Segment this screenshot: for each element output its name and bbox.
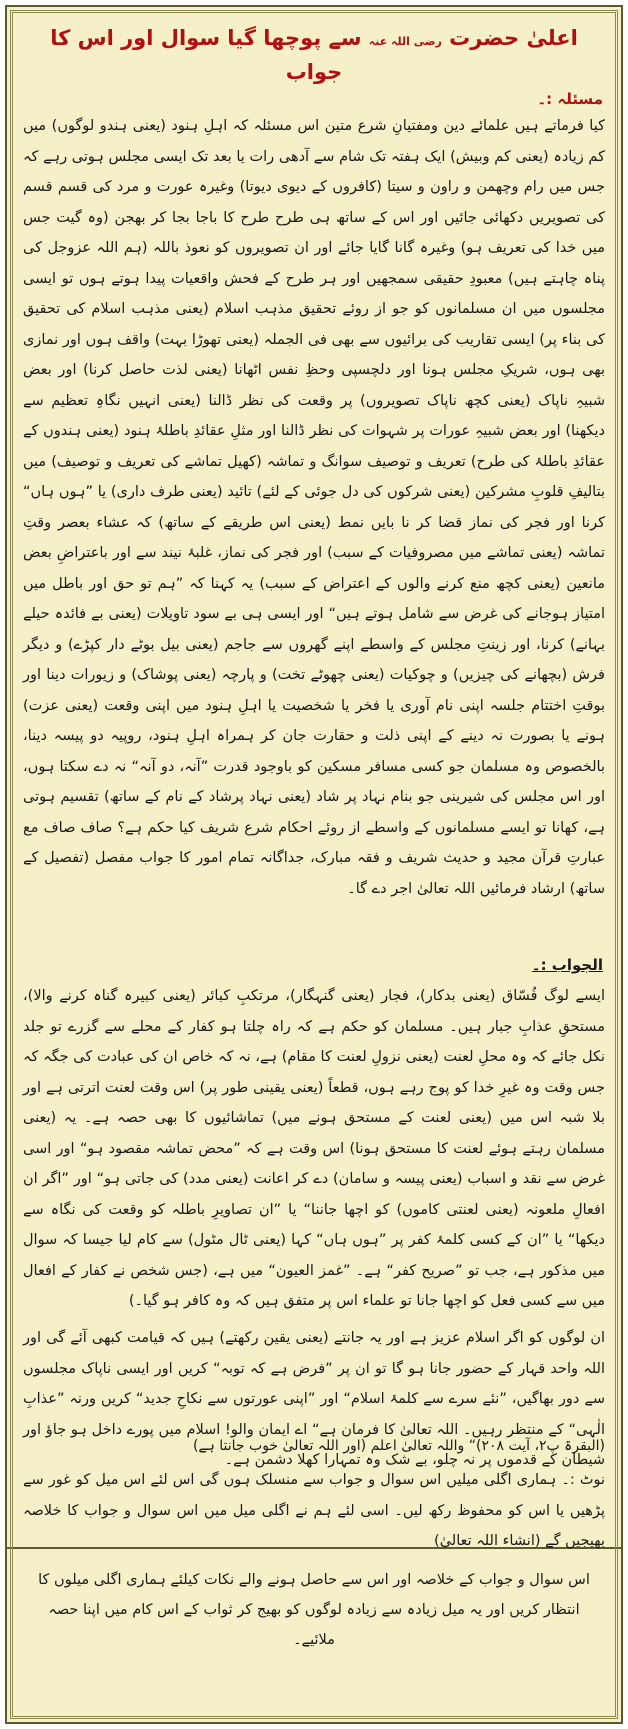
- answer-paragraph-2: ان لوگوں کو اگر اسلام عزیز ہے اور یہ جانتے (یعنی یقین رکھتے) ہیں کہ قیامت کبھی آئے گی اور اللہ واحد قہار کے حضور جانا ہو گا تو ان پر ”فرض ہے کہ توبہ“ کریں اور ایسی ناپاک مجلسوں سے دور بھاگیں، ”نئے سرے سے کلمۂ اسلام“ اور ”اپنی عورتوں سے نکاحِ جدید“ کریں ورنہ ”عذابِ الٰہی“ کے منتظر رہیں۔ اللہ تعالیٰ کا فرمان ہے“ اے ایمان والو! اسلام میں پورے داخل ہو جاؤ اور شیطان کے قدموں پر نہ چلو، بے شک وہ تمہارا کھلا دشمن ہے۔: [23, 1330, 605, 1468]
- title-honorific: رضی اللہ عنہ: [368, 35, 442, 48]
- document-frame: [5, 5, 623, 1724]
- question-label: مسئلہ :۔: [537, 90, 603, 108]
- footer-text: اس سوال و جواب کے خلاصہ اور اس سے حاصل ہونے والے نکات کیلئے ہماری اگلی میلوں کا انتظار کریں اور یہ میل زیادہ سے زیادہ لوگوں کو بھیج کر ثواب کے اس کام میں اپنا حصہ ملائیے۔: [38, 1572, 590, 1648]
- title-main: اعلیٰ حضرت: [449, 26, 578, 50]
- quran-reference: (البقرۃ پ۲، آیت ۲۰۸)“ واللہ تعالیٰ اعلم (اور اللہ تعالیٰ خوب جانتا ہے): [192, 1438, 605, 1454]
- answer-label: الجواب :۔: [531, 956, 603, 974]
- note-text: نوٹ :۔ ہماری اگلی میلیں اس سوال و جواب سے منسلک ہوں گی اس لئے اس میل کو غور سے پڑھیں یا اس کو محفوظ رکھ لیں۔ اسی لئے ہم نے اگلی میل میں اس سوال و جواب کا خلاصہ بھیجیں گے (انشاء اللہ تعالیٰ): [23, 1472, 605, 1549]
- title-rest: سے پوچھا گیا سوال اور اس کا جواب: [50, 26, 362, 84]
- question-text: کیا فرماتے ہیں علمائے دین ومفتیانِ شرع متین اس مسئلہ کہ اہلِ ہنود (یعنی ہندو لوگوں) میں کم زیادہ (یعنی کم وبیش) ایک ہفتہ تک شام سے آدھی رات یا بعد تک ایسی مجلس ہوتی رہے کہ جس میں رام وچھمن و راون و سیتا (کافروں کے دیوی دیوتا) وغیرہ عورت و مرد کی قسم قسم کی تصویریں دکھائی جائیں اور اس کے ساتھ ہی طرح طرح کا باجا بجا کر بھجن (وہ گیت جس میں خدا کی تعریف ہو) وغیرہ گانا گایا جائے اور ان تصویروں کو نعوذ باللہ (ہم اللہ عزوجل کی پناہ چاہتے ہیں) معبودِ حقیقی سمجھیں اور ہر طرح کے فحش واقعیات پیدا ہوتے ہوں تو ایسی مجلسوں میں ان مسلمانوں کو جو از روئے تحقیق مذہب اسلام (یعنی مذہب اسلام کی تحقیق کی بناء پر) ایسی تقاریب کی برائیوں سے بھی فی الجملہ (یعنی تھوڑا بہت) واقف ہوں اور نمازی بھی ہوں، شریکِ مجلس ہونا اور دلچسپی وحظِ نفس اٹھانا (یعنی لذت حاصل کرنا) اور بعض شبیہِ ناپاک (یعنی کچھ ناپاک تصویروں) پر وقعت کی نظر ڈالنا (یعنی انہیں نگاہِ تعظیم سے دیکھنا) اور بعض شبیہِ عورات پر شہوات کی نظر ڈالنا اور مثلِ عقائدِ باطلۂ ہنود (یعنی ہندوں کے عقائدِ باطلۂ کی طرح) تعریف و توصیف سوانگ و تماشہ (کھیل تماشے کی تعریف و توصیف) میں بتالیفِ قلوبِ مشرکین (یعنی شرکوں کی دل جوئی کے لئے) تائید (یعنی طرف داری) یا ”ہوں ہاں“ کرنا اور فجر کی نماز قضا کر نا بایں نمط (یعنی اس طریقے کے ساتھ) کہ عشاء بعصر وقتِ تماشہ (یعنی تماشے میں مصروفیات کے سبب) اور فجر کی نماز، غلبۂ نیند سے اور باعتراضِ بعض مانعین (یعنی کچھ منع کرنے والوں کے اعتراض کے سبب) یہ کہنا کہ ”ہم تو حق اور باطل میں امتیاز ہوجانے کی غرض سے شامل ہوتے ہیں“ اور ایسی ہی بے سود تاویلات (یعنی بے فائدہ حیلے بہانے) کرنا، اور زینتِ مجلس کے واسطے اپنے گھروں سے جاجم (یعنی بیل بوٹے دار کپڑے) و دیگر فرش (بچھانے کی چیزیں) و چوکیات (یعنی چھوٹے تخت) و پارچہ (یعنی پوشاک) و زیورات دینا اور بوقتِ اختتام جلسہ اپنی نام آوری یا فخر یا شخصیت یا اہلِ ہنود میں اپنی وقعت (یعنی عزت) ہونے یا بصورت نہ دینے کے اپنی ذلت و حقارت جان کر ہمراہ اہلِ ہنود، روپیہ دو پیسہ دینا، بالخصوص وہ مسلمان جو کسی مسافر مسکین کو باوجود قدرت ”آنہ، دو آنہ“ نہ دے سکتا ہوں، اور اس مجلس کی شیرینی جو بنام نہاد پر شاد (یعنی نہاد پرشاد کے نام کے ساتھ) تقسیم ہوتی ہے، کھانا تو ایسے مسلمانوں کے واسطے از روئے احکام شرع شریف کیا حکم ہے؟ صاف صاف مع عبارتِ قرآن مجید و حدیث شریف و فقہ مبارک، جداگانہ تمام امور کا جواب مفصل (تفصیل کے ساتھ) ارشاد فرمائیں اللہ تعالیٰ اجر دے گا۔: [23, 118, 605, 897]
- page-title: [21, 23, 607, 87]
- answer-paragraph-1: ایسے لوگ فُسّاق (یعنی بدکار)، فجار (یعنی گنہگار)، مرتکبِ کبائر (یعنی کبیرہ گناہ کرنے والا)، مستحقِ عذابِ جبار ہیں۔ مسلمان کو حکم ہے کہ راہ چلتا ہو کفار کے محلے سے گزرے تو جلد نکل جائے کہ وہ محلِ لعنت (یعنی نزولِ لعنت کا مقام) ہے، نہ کہ خاص ان کی عبادت کی جگہ کہ جس وقت وہ غیرِ خدا کو پوج رہے ہوں، قطعاً (یعنی یقینی طور پر) اس وقت لعنت اترتی ہے اور بلا شبہ اس میں (یعنی لعنت کے مستحق ہونے میں) تماشائیوں کا بھی حصہ ہے۔ یہ (یعنی مسلمان رہتے ہوئے لعنت کا مستحق ہونا) اس وقت ہے کہ ”محض تماشہ مقصود ہو“ اور اسی غرض سے نقد و اسباب (یعنی پیسہ و سامان) دے کر اعانت (یعنی مدد) کی جاتی ہو“ اور ”اگر ان افعالِ ملعونہ (یعنی لعنتی کاموں) کو اچھا جاننا“ یا ”ان تصاویرِ باطلہ کو وقعت کی نگاہ سے دیکھا“ یا ”ان کے کسی کلمۂ کفر پر ”ہوں ہاں“ کہا (یعنی ٹال مٹول) سے کام لیا جیسا کہ سوال میں مذکور ہے، جب تو ”صریح کفر“ ہے۔ ”غمز العیون“ میں ہے، (جس شخص نے کفار کے افعال میں سے کسی فعل کو اچھا جانا تو علماء اس پر متفق ہیں کہ وہ کافر ہو گیا۔): [23, 988, 605, 1309]
